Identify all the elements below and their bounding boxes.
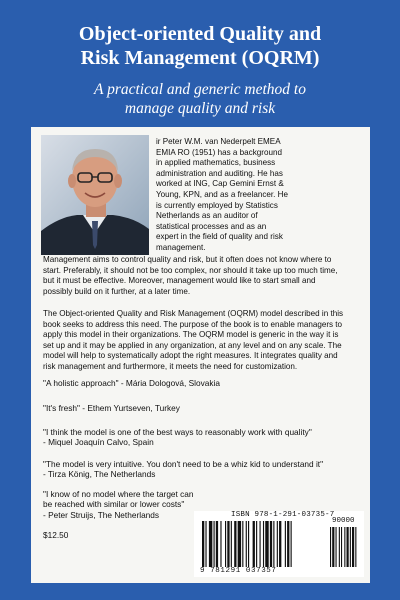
barcode-bar — [214, 521, 215, 567]
addon-barcode-bar — [347, 527, 349, 567]
book-title-line-2: Risk Management (OQRM) — [80, 47, 320, 69]
quote-line: - Peter Struijs, The Netherlands — [43, 509, 160, 520]
quote-line: "I know of no model where the target can — [43, 489, 194, 499]
barcode-bar — [256, 521, 257, 567]
paragraph-line: apply this model in their organizations. The OQRM model is generic in the way it is — [43, 330, 339, 340]
barcode-bar — [263, 521, 264, 567]
paragraph-line: set up and it may be applied in any organization, at any level and on any scale. The — [43, 340, 342, 350]
addon-barcode-bar — [332, 527, 334, 567]
barcode-bar — [291, 521, 292, 567]
barcode-bar — [246, 521, 247, 567]
barcode-bar — [225, 521, 226, 567]
barcode-bar — [242, 521, 243, 567]
book-price: $12.50 — [43, 530, 69, 540]
book-subtitle — [0, 80, 400, 118]
barcode-bar — [227, 521, 229, 567]
paragraph-line: Management aims to control quality and risk, but it often does not know where to — [43, 255, 332, 264]
author-portrait-image — [41, 135, 149, 255]
author-photo — [41, 135, 149, 255]
paragraph-line: model will help to systematically adopt the right measures. It integrates quality and — [43, 351, 338, 361]
bio-line: Young, KPN, and as a freelancer. He — [156, 189, 288, 199]
barcode-bar — [253, 521, 255, 567]
bio-line: worked at ING, Cap Gemini Ernst & — [156, 179, 284, 189]
barcode-bar — [270, 521, 272, 567]
testimonial-quote-4 — [43, 459, 343, 480]
barcode-bar — [260, 521, 261, 567]
addon-barcode-bar — [355, 527, 356, 567]
price-code: 90000 — [332, 517, 355, 525]
author-bio — [156, 137, 362, 254]
barcode-bar — [216, 521, 218, 567]
barcode-bar — [238, 521, 241, 567]
barcode-bar — [285, 521, 286, 567]
paragraph-line: The Object-oriented Quality and Risk Management (OQRM) model described in this — [43, 309, 344, 318]
addon-barcode-bar — [344, 527, 345, 567]
book-title — [0, 22, 400, 70]
testimonial-quote-1 — [43, 378, 343, 388]
book-subtitle-line-2: manage quality and risk — [124, 100, 276, 117]
quote-line: "I think the model is one of the best ways to reasonably work with quality" — [43, 427, 312, 437]
barcode-bar — [234, 521, 236, 567]
book-subtitle-line-1: A practical and generic method to — [94, 81, 306, 98]
bio-line: statistical processes and as an — [156, 221, 267, 231]
quote-line: - Miquel Joaquín Calvo, Spain — [43, 437, 154, 448]
isbn-barcode-block — [194, 511, 364, 577]
bio-line: expert in the field of quality and risk — [156, 232, 283, 242]
barcode-bar — [202, 521, 204, 567]
paragraph-line: risk management and furthermore, it meets the need for customization. — [43, 361, 298, 371]
barcode-digits: 9 781291 037357 — [200, 567, 277, 575]
bio-line: administration and auditing. He has — [156, 168, 283, 178]
addon-barcode-bar — [339, 527, 340, 567]
barcode-bar — [265, 521, 268, 567]
barcode-bar — [248, 521, 249, 567]
barcode-bar — [279, 521, 281, 567]
barcode-bar — [277, 521, 278, 567]
testimonial-quote-3 — [43, 427, 343, 448]
barcode-bar — [220, 521, 221, 567]
quote-line: "It's fresh" - Ethem Yurtseven, Turkey — [43, 403, 180, 413]
addon-barcode-bar — [341, 527, 342, 567]
addon-barcode-bar — [350, 527, 351, 567]
quote-line: be reached with similar or lower costs" — [43, 499, 185, 510]
quote-line: "The model is very intuitive. You don't need to be a whiz kid to understand it" — [43, 459, 324, 469]
bio-line: EMIA RO (1951) has a background — [156, 147, 282, 157]
book-title-line-1: Object-oriented Quality and — [78, 23, 322, 45]
addon-barcode-bar — [336, 527, 337, 567]
bio-line: ir Peter W.M. van Nederpelt EMEA — [156, 137, 281, 146]
addon-barcode-bar — [352, 527, 354, 567]
description-paragraph-2 — [43, 309, 363, 373]
barcode-bar — [209, 521, 212, 567]
description-paragraph-1 — [43, 255, 363, 297]
quote-line: "A holistic approach" - Mária Dologová, Slovakia — [43, 378, 220, 388]
barcode-bar — [273, 521, 274, 567]
bio-line: Netherlands as an auditor of — [156, 211, 258, 221]
paragraph-line: book seeks to address this need. The purpose of the book is to enable managers to — [43, 319, 343, 329]
barcode-bar — [231, 521, 232, 567]
content-panel — [31, 127, 370, 583]
barcode-bar — [287, 521, 289, 567]
bio-line: management. — [156, 242, 206, 252]
testimonial-quote-2 — [43, 403, 343, 413]
paragraph-line: but it must be effective. Moreover, management would like to start small and — [43, 276, 316, 286]
addon-barcode-bar — [330, 527, 331, 567]
bio-line: is currently employed by Statistics — [156, 200, 278, 210]
bio-line: in applied mathematics, business — [156, 158, 276, 168]
paragraph-line: start. Preferably, it should not be too complex, nor should it take up too much time, — [43, 265, 338, 275]
quote-line: - Tirza König, The Netherlands — [43, 469, 156, 480]
paragraph-line: possibly build on it further, at a later time. — [43, 286, 191, 296]
barcode-bar — [205, 521, 206, 567]
isbn-label: ISBN 978-1-291-03735-7 — [231, 511, 335, 519]
